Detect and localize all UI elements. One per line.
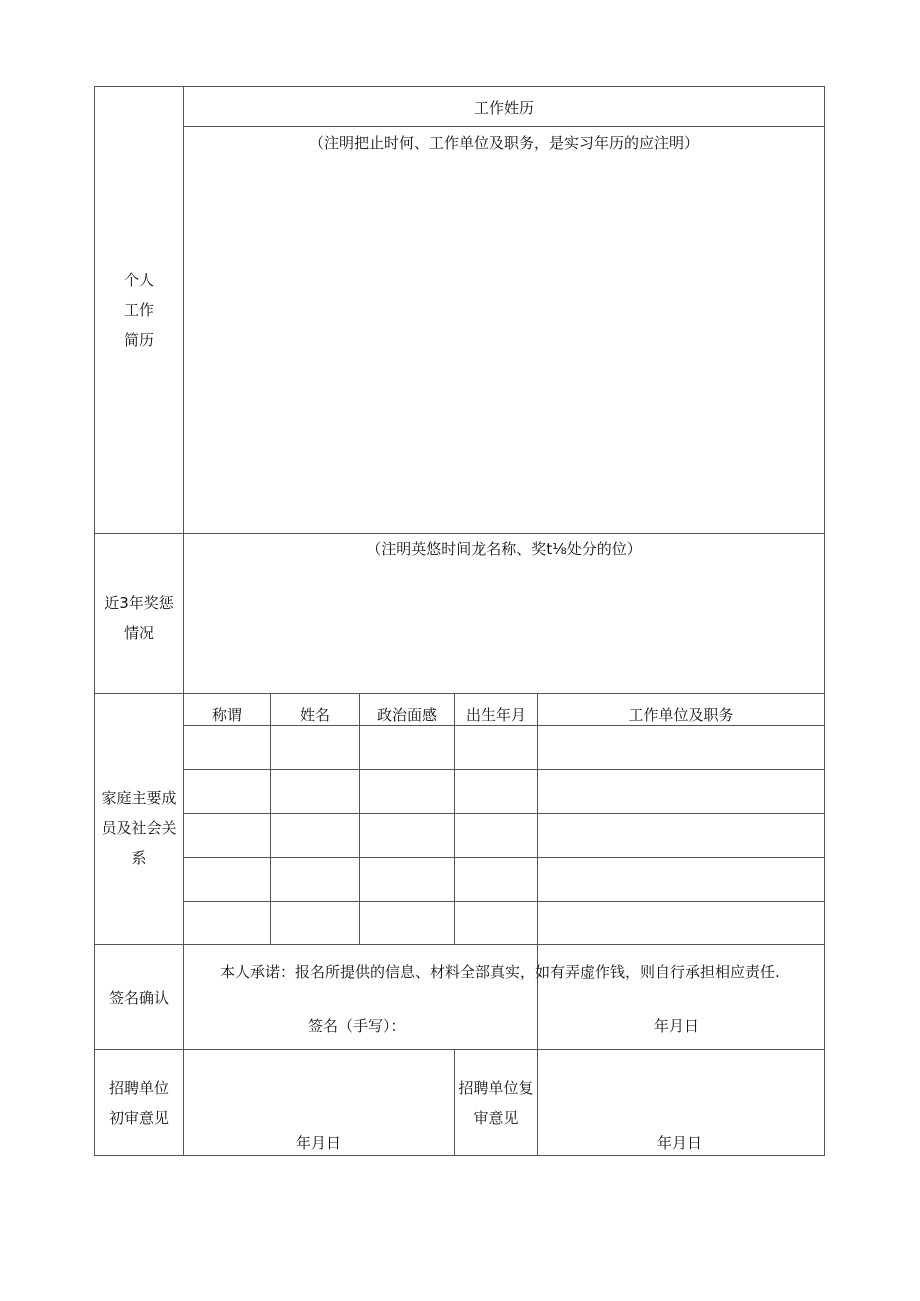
- initial-review-date: 年月日: [296, 1134, 342, 1152]
- family-row-divider: [183, 769, 825, 770]
- label-line: 招聘单位: [108, 1079, 169, 1097]
- family-col-header-political-status: 政治面感: [376, 706, 437, 724]
- family-col-header-relation: 称谓: [211, 706, 242, 724]
- label-line: 系: [131, 849, 147, 867]
- signature-date-label: 年月日: [654, 1017, 700, 1035]
- family-col-header-name: 姓名: [299, 706, 330, 724]
- label-line: 近3年奖惩: [104, 594, 174, 612]
- row-divider: [94, 944, 825, 945]
- label-line: 审意见: [473, 1109, 519, 1127]
- family-header-divider: [183, 725, 825, 726]
- awards-input-area[interactable]: [184, 565, 824, 692]
- family-col-header-employer-position: 工作单位及职务: [628, 706, 734, 724]
- label-line: 招聘单位复: [458, 1079, 534, 1097]
- label-line: 初审意见: [108, 1109, 169, 1127]
- family-row-divider: [183, 813, 825, 814]
- family-row-label: [95, 783, 183, 873]
- signature-handwritten-label: 签名（手写）：: [308, 1017, 406, 1035]
- work-history-row-label: [95, 265, 183, 355]
- family-col-divider: [359, 693, 360, 945]
- signature-row-label: 签名确认: [108, 989, 169, 1007]
- initial-review-label: [95, 1073, 183, 1133]
- row-divider: [94, 533, 825, 534]
- work-header-divider: [183, 126, 825, 127]
- label-line: 简历: [123, 331, 154, 349]
- row-divider: [94, 693, 825, 694]
- family-col-divider: [270, 693, 271, 945]
- label-line: 个人: [123, 271, 154, 289]
- family-row-divider: [183, 857, 825, 858]
- awards-row-label: [95, 588, 183, 648]
- label-line: 情况: [123, 624, 154, 642]
- label-line: 员及社会关: [101, 819, 177, 837]
- table-border-right: [824, 86, 825, 1156]
- work-history-note: （注明把止时何、工作单位及职务，是实习年历的应注明）: [308, 134, 699, 152]
- family-col-divider: [537, 693, 538, 1156]
- table-border-top: [94, 86, 825, 87]
- row-divider: [94, 1049, 825, 1050]
- work-history-header: 工作姓历: [473, 99, 534, 117]
- label-line: 工作: [123, 301, 154, 319]
- work-history-input-area[interactable]: [184, 160, 824, 532]
- label-line: 家庭主要成: [101, 789, 177, 807]
- family-col-header-birth-date: 出生年月: [465, 706, 526, 724]
- family-row-divider: [183, 901, 825, 902]
- final-review-date: 年月日: [657, 1134, 703, 1152]
- table-border-bottom: [94, 1155, 825, 1156]
- family-col-divider: [454, 693, 455, 945]
- pledge-text: 本人承诺：报名所提供的信息、材料全部真实，如有弄虚作钱，则自行承担相应责任.: [220, 963, 780, 981]
- awards-note: （注明英悠时间龙名称、奖t⅛处分的位）: [366, 540, 642, 558]
- final-review-label: [455, 1073, 537, 1133]
